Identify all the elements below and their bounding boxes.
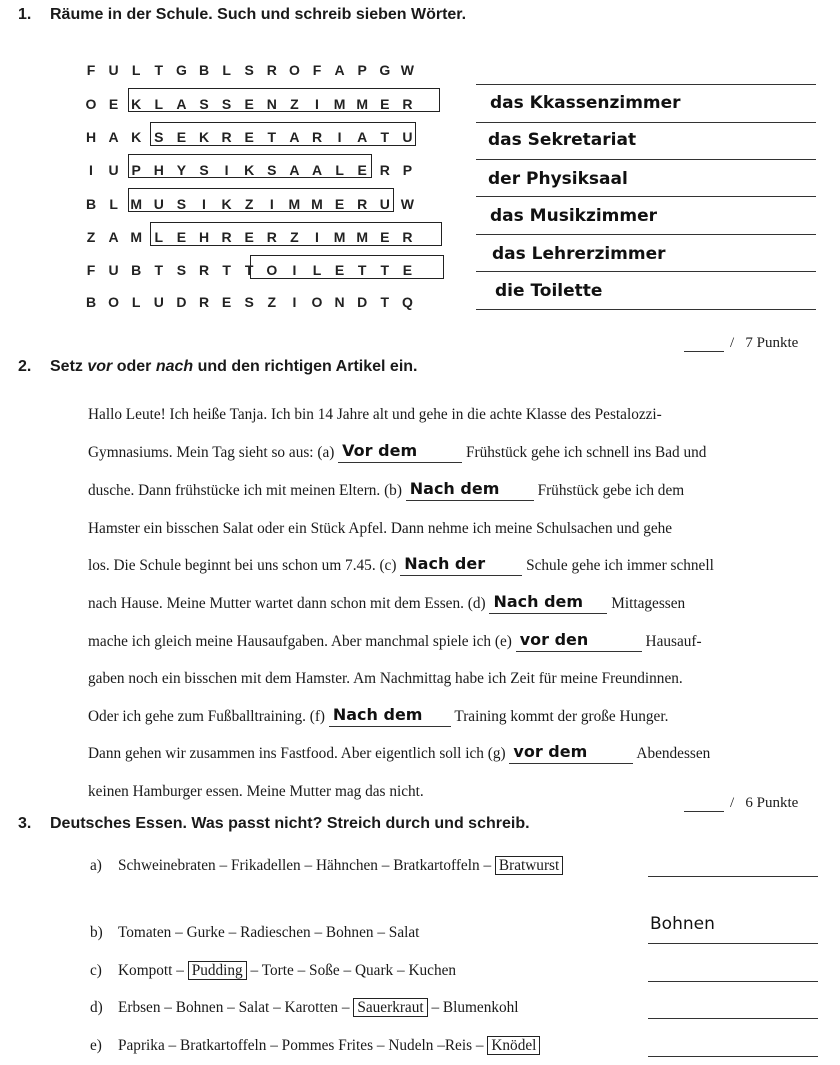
grid-letter: K: [221, 196, 232, 212]
answer-6[interactable]: die Toilette: [495, 281, 603, 301]
food-item: [90, 922, 419, 944]
grid-letter: Z: [267, 294, 277, 310]
item-label: c): [90, 962, 102, 979]
grid-letter: W: [400, 62, 414, 78]
text-segment: Hamster ein bisschen Salat oder ein Stück Apfel. Dann nehme ich meine Schulsachen und gehe: [88, 520, 673, 537]
grid-letter: E: [334, 196, 345, 212]
food-item: [90, 997, 519, 1019]
task1-points: / 7 Punkte: [684, 335, 798, 352]
grid-letter: T: [380, 262, 390, 278]
grid-letter: P: [357, 62, 367, 78]
item-label: d): [90, 999, 103, 1016]
grid-letter: O: [108, 294, 120, 310]
item-text: Tomaten – Gurke – Radieschen – Bohnen – Salat: [118, 924, 420, 941]
grid-letter: M: [288, 196, 301, 212]
grid-letter: E: [380, 96, 390, 112]
grid-letter: S: [199, 162, 209, 178]
text-segment: mache ich gleich meine Hausaufgaben. Aber manchmal spiele ich (e): [88, 633, 516, 650]
grid-letter: E: [244, 129, 254, 145]
grid-letter: F: [86, 62, 96, 78]
food-item: [90, 960, 456, 982]
grid-letter: R: [266, 229, 277, 245]
grid-letter: L: [154, 229, 164, 245]
grid-letter: U: [379, 196, 390, 212]
grid-letter: R: [221, 129, 232, 145]
grid-letter: N: [334, 294, 345, 310]
grid-letter: S: [244, 294, 254, 310]
text-line: [88, 632, 702, 652]
answer-line: [476, 122, 816, 123]
grid-letter: T: [154, 262, 164, 278]
item-label: b): [90, 924, 103, 941]
text-segment: Schule gehe ich immer schnell: [522, 557, 714, 574]
grid-letter: T: [154, 62, 164, 78]
grid-letter: T: [380, 294, 390, 310]
grid-letter: I: [202, 196, 206, 212]
grid-letter: M: [356, 229, 369, 245]
grid-letter: H: [85, 129, 97, 145]
handwritten-answer: Nach dem: [332, 705, 423, 724]
grid-letter: R: [402, 96, 413, 112]
item-text: Kompott –: [118, 962, 188, 979]
grid-letter: Z: [290, 96, 299, 112]
text-segment: nach Hause. Meine Mutter wartet dann schon mit dem Essen. (d): [88, 595, 490, 612]
grid-letter: B: [85, 294, 97, 310]
grid-letter: U: [402, 129, 413, 145]
fill-in-blank[interactable]: [329, 705, 451, 727]
text-line: [88, 443, 706, 463]
text-segment: Abendessen: [633, 745, 711, 762]
grid-letter: Q: [401, 294, 413, 310]
text-segment: Mittagessen: [607, 595, 686, 612]
grid-letter: I: [337, 129, 342, 145]
grid-letter: M: [333, 229, 346, 245]
answer-line[interactable]: [648, 1056, 818, 1057]
grid-letter: A: [311, 162, 323, 178]
grid-letter: E: [221, 294, 232, 310]
answer-line: [476, 196, 816, 197]
word-box-physiksaal: [128, 154, 372, 178]
grid-letter: A: [289, 162, 300, 178]
grid-letter: R: [402, 229, 413, 245]
grid-letter: R: [357, 196, 368, 212]
item-label: e): [90, 1037, 102, 1054]
grid-letter: D: [176, 294, 187, 310]
item-label: a): [90, 857, 102, 874]
grid-letter: M: [356, 96, 369, 112]
grid-letter: R: [221, 229, 232, 245]
text-line: [88, 481, 684, 501]
text-line: [88, 744, 710, 764]
grid-letter: I: [224, 162, 229, 178]
answer-5[interactable]: das Lehrerzimmer: [492, 244, 666, 264]
grid-letter: B: [131, 262, 142, 278]
answer-line: [476, 271, 816, 272]
grid-letter: T: [222, 262, 231, 278]
grid-letter: U: [108, 62, 119, 78]
handwritten-answer: Vor dem: [342, 441, 418, 460]
answer-line[interactable]: [648, 876, 818, 877]
fill-in-blank[interactable]: [406, 479, 534, 501]
grid-letter: S: [176, 196, 187, 212]
answer-4[interactable]: das Musikzimmer: [490, 206, 658, 226]
word-box-lehrerzimmer: [150, 222, 442, 246]
answer-line: [476, 84, 816, 85]
fill-in-blank[interactable]: [489, 592, 607, 614]
answer-line[interactable]: [648, 1018, 818, 1019]
text-segment: Frühstück gehe ich schnell ins Bad und: [462, 444, 707, 461]
grid-letter: N: [266, 96, 277, 112]
text-segment: Dann gehen wir zusammen ins Fastfood. Aber eigentlich soll ich (g): [88, 745, 510, 762]
marked-word[interactable]: Sauerkraut: [353, 998, 427, 1017]
grid-letter: S: [221, 96, 232, 112]
answer-line: [476, 309, 816, 310]
grid-letter: B: [85, 196, 97, 212]
marked-word[interactable]: Knödel: [487, 1036, 540, 1055]
word-box-sekretariat: [150, 122, 416, 146]
grid-letter: K: [131, 129, 142, 145]
grid-letter: A: [108, 229, 119, 245]
fill-in-blank[interactable]: [509, 742, 633, 764]
text-line: [88, 669, 683, 689]
handwritten-answer: vor den: [519, 630, 589, 649]
handwritten-answer: Nach dem: [409, 479, 500, 498]
text-line: [88, 782, 424, 802]
task2-points: / 6 Punkte: [684, 795, 798, 812]
grid-letter: M: [311, 196, 323, 212]
grid-letter: E: [380, 229, 390, 245]
text-segment: Hallo Leute! Ich heiße Tanja. Ich bin 14 Jahre alt und gehe in die achte Klasse des Pestalozzi-: [88, 406, 662, 423]
text-segment: dusche. Dann frühstücke ich mit meinen Eltern. (b): [88, 482, 406, 499]
grid-letter: G: [379, 62, 391, 78]
text-segment: Oder ich gehe zum Fußballtraining. (f): [88, 708, 329, 725]
fill-in-blank[interactable]: [516, 630, 642, 652]
grid-letter: H: [198, 229, 210, 245]
answer-2[interactable]: das Sekretariat: [488, 130, 637, 150]
grid-letter: E: [402, 262, 413, 278]
text-segment: Hausauf-: [641, 633, 702, 650]
text-segment: gaben noch ein bisschen mit dem Hamster. Am Nachmittag habe ich Zeit für meine Freundinnen.: [88, 670, 683, 687]
grid-letter: A: [357, 129, 368, 145]
grid-letter: R: [379, 162, 390, 178]
text-line: [88, 556, 714, 576]
grid-letter: I: [89, 162, 93, 178]
grid-letter: L: [131, 62, 141, 78]
grid-letter: O: [288, 62, 300, 78]
item-text: – Torte – Soße – Quark – Kuchen: [246, 962, 457, 979]
word-box-toilette: [250, 255, 444, 279]
grid-letter: T: [357, 262, 367, 278]
item-text: Erbsen – Bohnen – Salat – Karotten –: [118, 999, 354, 1016]
grid-letter: I: [292, 294, 297, 310]
fill-in-blank[interactable]: [338, 441, 462, 463]
food-item: [90, 1035, 540, 1057]
text-line: [88, 405, 662, 425]
task1-title: 1. Räume in der Schule. Such und schreib sieben Wörter.: [18, 6, 467, 23]
grid-letter: I: [315, 229, 319, 245]
fill-in-blank[interactable]: [400, 554, 522, 576]
grid-letter: S: [154, 129, 164, 145]
handwritten-answer: Nach dem: [493, 592, 584, 611]
grid-letter: P: [131, 162, 141, 178]
item-text: Schweinebraten – Frikadellen – Hähnchen – Bratkartoffeln –: [118, 857, 495, 874]
handwritten-answer: vor dem: [513, 742, 588, 761]
answer-line[interactable]: [648, 943, 818, 944]
item-text: – Blumenkohl: [427, 999, 519, 1016]
grid-letter: S: [267, 162, 277, 178]
grid-letter: E: [334, 262, 345, 278]
grid-letter: G: [175, 62, 187, 78]
grid-letter: M: [130, 229, 143, 245]
grid-letter: E: [108, 96, 119, 112]
grid-letter: O: [266, 262, 278, 278]
grid-letter: M: [333, 96, 346, 112]
text-segment: Gymnasiums. Mein Tag sieht so aus: (a): [88, 444, 339, 461]
grid-letter: E: [176, 129, 187, 145]
handwritten-answer: Nach der: [404, 554, 486, 573]
grid-letter: O: [85, 96, 97, 112]
item-text: Paprika – Bratkartoffeln – Pommes Frites – Nudeln –Reis –: [118, 1037, 488, 1054]
grid-letter: I: [315, 96, 319, 112]
text-segment: Frühstück gebe ich dem: [533, 482, 685, 499]
answer-line[interactable]: [648, 981, 818, 982]
grid-letter: U: [108, 162, 119, 178]
grid-letter: L: [131, 294, 141, 310]
word-box-klassenzimmer: [128, 88, 440, 112]
grid-letter: R: [198, 262, 210, 278]
grid-letter: P: [402, 162, 413, 178]
grid-letter: Z: [86, 229, 96, 245]
grid-letter: D: [357, 294, 368, 310]
grid-letter: I: [292, 262, 297, 278]
grid-letter: F: [312, 62, 322, 78]
grid-letter: T: [380, 129, 390, 145]
grid-letter: H: [153, 162, 164, 178]
grid-letter: K: [198, 129, 210, 145]
grid-letter: U: [153, 196, 164, 212]
text-line: [88, 594, 685, 614]
grid-letter: R: [266, 62, 277, 78]
grid-letter: E: [357, 162, 367, 178]
grid-letter: U: [153, 294, 164, 310]
grid-letter: R: [311, 129, 323, 145]
grid-letter: R: [198, 294, 210, 310]
task3-title: 3. Deutsches Essen. Was passt nicht? Streich durch und schreib.: [18, 815, 530, 832]
grid-letter: W: [400, 196, 414, 212]
text-segment: keinen Hamburger essen. Meine Mutter mag das nicht.: [88, 783, 424, 800]
grid-letter: A: [176, 96, 187, 112]
grid-letter: U: [108, 262, 119, 278]
grid-letter: A: [334, 62, 345, 78]
grid-letter: I: [269, 196, 274, 212]
grid-letter: L: [335, 162, 344, 178]
text-line: [88, 519, 672, 539]
food-item: [90, 855, 563, 877]
grid-letter: L: [312, 262, 322, 278]
grid-letter: S: [176, 262, 187, 278]
grid-letter: L: [222, 62, 231, 78]
grid-letter: Z: [244, 196, 254, 212]
text-line: [88, 707, 668, 727]
grid-letter: A: [289, 129, 300, 145]
grid-letter: E: [244, 229, 254, 245]
marked-word[interactable]: Bratwurst: [495, 856, 563, 875]
marked-word[interactable]: Pudding: [188, 961, 247, 980]
grid-letter: E: [176, 229, 187, 245]
grid-letter: K: [131, 96, 142, 112]
task2-title: 2. Setz vor oder nach und den richtigen Artikel ein.: [18, 358, 418, 375]
answer-3[interactable]: der Physiksaal: [488, 169, 628, 189]
grid-letter: L: [154, 96, 164, 112]
word-box-musikzimmer: [128, 188, 394, 212]
grid-letter: K: [244, 162, 255, 178]
answer-line: [476, 159, 816, 160]
grid-letter: T: [244, 262, 254, 278]
grid-letter: E: [244, 96, 254, 112]
grid-letter: T: [267, 129, 277, 145]
grid-letter: O: [311, 294, 323, 310]
answer-1[interactable]: das Kkassenzimmer: [490, 93, 681, 113]
grid-letter: Z: [290, 229, 299, 245]
grid-letter: S: [199, 96, 209, 112]
handwritten-answer[interactable]: Bohnen: [650, 914, 715, 934]
answer-line: [476, 234, 816, 235]
text-segment: Training kommt der große Hunger.: [450, 708, 669, 725]
grid-letter: M: [130, 196, 143, 212]
grid-letter: B: [198, 62, 210, 78]
grid-letter: Y: [176, 162, 187, 178]
grid-letter: A: [108, 129, 119, 145]
grid-letter: L: [109, 196, 118, 212]
text-segment: los. Die Schule beginnt bei uns schon um 7.45. (c): [88, 557, 401, 574]
grid-letter: S: [244, 62, 254, 78]
grid-letter: F: [86, 262, 96, 278]
